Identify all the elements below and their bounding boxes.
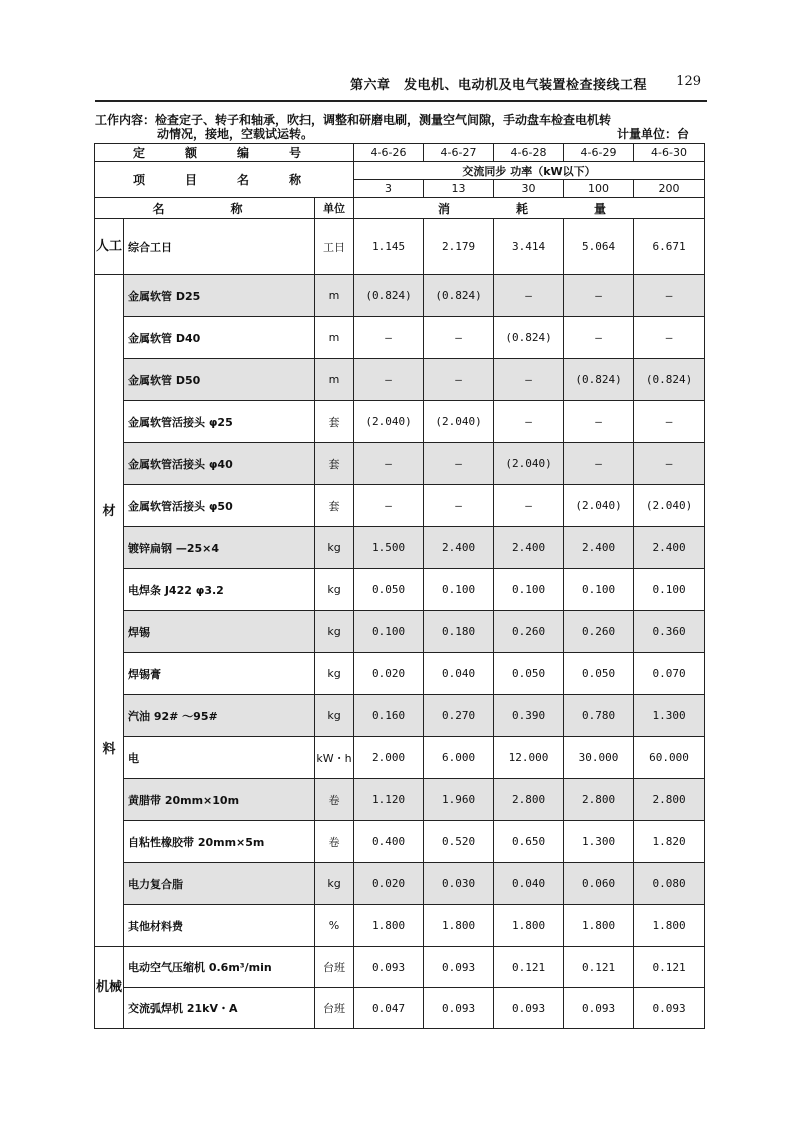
work-content-line1: 工作内容：检查定子、转子和轴承，吹扫，调整和研磨电刷，测量空气间隙，手动盘车检查电机转 (95, 113, 612, 127)
value-cell: 0.093 (424, 947, 494, 988)
value-cell: (2.040) (494, 443, 564, 485)
item-name: 其他材料费 (124, 905, 315, 947)
power-cell: 100 (564, 180, 634, 198)
value-cell: 1.120 (354, 779, 424, 821)
value-cell: — (564, 443, 634, 485)
consume-label: 消 耗 量 (354, 198, 705, 219)
power-cell: 200 (634, 180, 705, 198)
material-row (95, 821, 705, 863)
value-cell: 1.800 (424, 905, 494, 947)
item-unit: m (315, 317, 354, 359)
machine-row (95, 988, 705, 1029)
value-cell: — (424, 485, 494, 527)
material-row (95, 401, 705, 443)
value-cell: — (354, 443, 424, 485)
value-cell: 0.100 (494, 569, 564, 611)
value-cell: 2.000 (354, 737, 424, 779)
value-cell: 0.650 (494, 821, 564, 863)
item-name: 电力复合脂 (124, 863, 315, 905)
value-cell: 0.260 (494, 611, 564, 653)
item-unit: kg (315, 527, 354, 569)
chapter-title: 第六章 发电机、电动机及电气装置检查接线工程 (349, 78, 647, 93)
value-cell: 0.121 (634, 947, 705, 988)
value-cell: — (424, 317, 494, 359)
item-unit: 卷 (315, 821, 354, 863)
value-cell: 2.400 (494, 527, 564, 569)
item-unit: m (315, 359, 354, 401)
value-cell: 6.671 (634, 219, 705, 275)
value-cell: 0.100 (354, 611, 424, 653)
value-cell: 0.121 (564, 947, 634, 988)
material-row (95, 779, 705, 821)
material-row (95, 569, 705, 611)
value-cell: 6.000 (424, 737, 494, 779)
value-cell: 2.800 (634, 779, 705, 821)
value-cell: 0.040 (494, 863, 564, 905)
value-cell: 0.050 (564, 653, 634, 695)
value-cell: 0.160 (354, 695, 424, 737)
category-machine: 机械 (95, 947, 124, 1029)
item-unit: 工日 (315, 219, 354, 275)
item-name: 金属软管活接头 φ25 (124, 401, 315, 443)
value-cell: 0.121 (494, 947, 564, 988)
item-unit: % (315, 905, 354, 947)
value-cell: 0.360 (634, 611, 705, 653)
value-cell: 2.179 (424, 219, 494, 275)
value-cell: 0.030 (424, 863, 494, 905)
item-name: 金属软管 D40 (124, 317, 315, 359)
value-cell: — (634, 401, 705, 443)
unit-label: 单位 (315, 198, 354, 219)
value-cell: (0.824) (424, 275, 494, 317)
item-unit: 套 (315, 485, 354, 527)
value-cell: 0.100 (634, 569, 705, 611)
value-cell: 0.060 (564, 863, 634, 905)
code-cell: 4-6-29 (564, 144, 634, 162)
value-cell: — (634, 275, 705, 317)
item-unit: kg (315, 611, 354, 653)
value-cell: 0.080 (634, 863, 705, 905)
item-unit: kW・h (315, 737, 354, 779)
page-number: 129 (676, 74, 701, 89)
item-unit: 卷 (315, 779, 354, 821)
value-cell: — (634, 317, 705, 359)
item-unit: 套 (315, 401, 354, 443)
value-cell: 0.047 (354, 988, 424, 1029)
category-material-char1: 材 (102, 503, 116, 519)
value-cell: 1.800 (354, 905, 424, 947)
value-cell: (2.040) (634, 485, 705, 527)
measure-unit-note: 计量单位：台 (616, 127, 689, 141)
value-cell: 1.800 (494, 905, 564, 947)
item-name: 焊锡 (124, 611, 315, 653)
value-cell: 1.820 (634, 821, 705, 863)
material-row (95, 485, 705, 527)
value-cell: 0.070 (634, 653, 705, 695)
value-cell: — (424, 359, 494, 401)
value-cell: 2.400 (424, 527, 494, 569)
code-label: 定 额 编 号 (95, 144, 354, 162)
column-header-row (95, 198, 705, 219)
value-cell: 2.800 (564, 779, 634, 821)
item-name: 电 (124, 737, 315, 779)
group-row (95, 162, 705, 180)
value-cell: (2.040) (354, 401, 424, 443)
name-label: 名 称 (95, 198, 315, 219)
value-cell: — (564, 401, 634, 443)
code-cell: 4-6-27 (424, 144, 494, 162)
power-cell: 3 (354, 180, 424, 198)
item-name: 电焊条 J422 φ3.2 (124, 569, 315, 611)
code-cell: 4-6-30 (634, 144, 705, 162)
item-name: 交流弧焊机 21kV・A (124, 988, 315, 1029)
value-cell: 2.400 (564, 527, 634, 569)
item-name: 电动空气压缩机 0.6m³/min (124, 947, 315, 988)
power-cell: 13 (424, 180, 494, 198)
group-label: 交流同步 功率（kW以下） (354, 162, 705, 180)
item-name: 金属软管 D50 (124, 359, 315, 401)
item-unit: 台班 (315, 988, 354, 1029)
power-cell: 30 (494, 180, 564, 198)
item-unit: 台班 (315, 947, 354, 988)
category-material (95, 275, 124, 947)
value-cell: 0.020 (354, 863, 424, 905)
value-cell: — (494, 401, 564, 443)
value-cell: 1.800 (564, 905, 634, 947)
item-unit: 套 (315, 443, 354, 485)
value-cell: 0.270 (424, 695, 494, 737)
value-cell: 2.400 (634, 527, 705, 569)
machine-row (95, 947, 705, 988)
value-cell: (2.040) (564, 485, 634, 527)
category-material-char2: 料 (102, 741, 116, 757)
material-row (95, 737, 705, 779)
item-unit: kg (315, 863, 354, 905)
value-cell: 0.100 (564, 569, 634, 611)
value-cell: — (354, 485, 424, 527)
material-row (95, 695, 705, 737)
value-cell: — (564, 275, 634, 317)
value-cell: (0.824) (494, 317, 564, 359)
material-row (95, 527, 705, 569)
value-cell: — (424, 443, 494, 485)
value-cell: 1.800 (634, 905, 705, 947)
item-unit: m (315, 275, 354, 317)
value-cell: 0.093 (354, 947, 424, 988)
code-row (95, 144, 705, 162)
value-cell: (0.824) (564, 359, 634, 401)
item-name: 金属软管活接头 φ50 (124, 485, 315, 527)
code-cell: 4-6-26 (354, 144, 424, 162)
item-name: 焊锡膏 (124, 653, 315, 695)
value-cell: 0.093 (634, 988, 705, 1029)
value-cell: — (634, 443, 705, 485)
material-row (95, 611, 705, 653)
value-cell: 2.800 (494, 779, 564, 821)
value-cell: 1.300 (564, 821, 634, 863)
value-cell: 1.145 (354, 219, 424, 275)
value-cell: 60.000 (634, 737, 705, 779)
item-name: 自粘性橡胶带 20mm×5m (124, 821, 315, 863)
value-cell: 0.520 (424, 821, 494, 863)
material-row (95, 317, 705, 359)
value-cell: (2.040) (424, 401, 494, 443)
item-name: 黄腊带 20mm×10m (124, 779, 315, 821)
quota-table (94, 143, 705, 1029)
value-cell: 0.050 (354, 569, 424, 611)
code-cell: 4-6-28 (494, 144, 564, 162)
value-cell: 30.000 (564, 737, 634, 779)
value-cell: 0.093 (424, 988, 494, 1029)
value-cell: 0.260 (564, 611, 634, 653)
value-cell: 0.780 (564, 695, 634, 737)
value-cell: 0.100 (424, 569, 494, 611)
value-cell: 0.180 (424, 611, 494, 653)
material-row (95, 905, 705, 947)
value-cell: 1.960 (424, 779, 494, 821)
item-name: 汽油 92# ～95# (124, 695, 315, 737)
item-name: 金属软管 D25 (124, 275, 315, 317)
value-cell: — (494, 359, 564, 401)
page-header (95, 70, 707, 102)
value-cell: 0.050 (494, 653, 564, 695)
item-label: 项 目 名 称 (95, 162, 354, 198)
value-cell: 5.064 (564, 219, 634, 275)
value-cell: — (354, 317, 424, 359)
work-content-line2: 动情况，接地，空载试运转。 (157, 127, 314, 141)
value-cell: 3.414 (494, 219, 564, 275)
value-cell: — (494, 275, 564, 317)
value-cell: — (354, 359, 424, 401)
material-row (95, 443, 705, 485)
value-cell: 1.500 (354, 527, 424, 569)
material-row (95, 359, 705, 401)
work-content (95, 113, 707, 141)
item-name: 综合工日 (124, 219, 315, 275)
value-cell: 1.300 (634, 695, 705, 737)
category-labor: 人工 (95, 219, 124, 275)
value-cell: 12.000 (494, 737, 564, 779)
material-row (95, 653, 705, 695)
item-name: 金属软管活接头 φ40 (124, 443, 315, 485)
value-cell: — (494, 485, 564, 527)
value-cell: (0.824) (354, 275, 424, 317)
material-row (95, 275, 705, 317)
labor-row (95, 219, 705, 275)
item-unit: kg (315, 569, 354, 611)
value-cell: 0.020 (354, 653, 424, 695)
item-unit: kg (315, 695, 354, 737)
item-unit: kg (315, 653, 354, 695)
value-cell: 0.390 (494, 695, 564, 737)
value-cell: 0.040 (424, 653, 494, 695)
value-cell: 0.093 (494, 988, 564, 1029)
value-cell: 0.400 (354, 821, 424, 863)
value-cell: (0.824) (634, 359, 705, 401)
value-cell: 0.093 (564, 988, 634, 1029)
material-row (95, 863, 705, 905)
value-cell: — (564, 317, 634, 359)
item-name: 镀锌扁钢 —25×4 (124, 527, 315, 569)
